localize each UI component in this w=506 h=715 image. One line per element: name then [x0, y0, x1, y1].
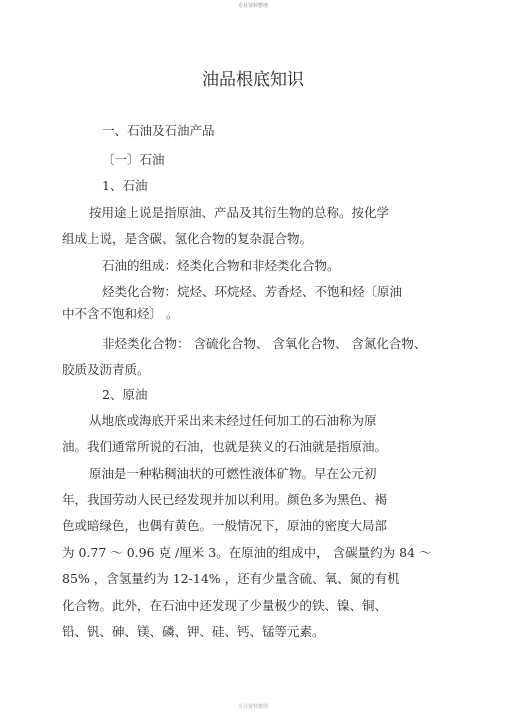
paragraph-line: 原油是一种粘稠油状的可燃性液体矿物。早在公元初	[89, 466, 377, 481]
paragraph-line: 油。我们通常所说的石油，也就是狭义的石油就是指原油。	[62, 439, 388, 454]
paragraph-line: 按用途上说是指原油、产品及其衍生物的总称。按化学	[89, 205, 390, 220]
item-heading: 2、原油	[102, 387, 148, 402]
subsection-heading: 〔一〕石油	[102, 152, 165, 167]
paragraph-line: 胶质及沥青质。	[62, 362, 150, 377]
paragraph-line: 年，我国劳动人民已经发现并加以利用。颜色多为黑色、褐	[62, 492, 388, 507]
paragraph-line: 中不含不饱和烃〕 。	[62, 306, 179, 321]
paragraph-line: 石油的组成：烃类化合物和非烃类化合物。	[102, 258, 340, 273]
paragraph-line: 烃类化合物：烷烃、环烷烃、芳香烃、不饱和烃〔原油	[102, 284, 403, 299]
page-footer: 专业资料整理	[237, 704, 268, 710]
paragraph-line: 铅、钒、砷、镁、磷、钾、硅、钙、锰等元素。	[62, 624, 325, 639]
paragraph-line: 非烃类化合物： 含硫化合物、 含氧化合物、 含氮化合物、	[102, 336, 427, 351]
paragraph-line: 化合物。此外，在石油中还发现了少量极少的铁、镍、铜、	[62, 598, 388, 613]
paragraph-line: 85% ，含氢量约为 12-14% ，还有少量含硫、氧、氮的有机	[62, 571, 400, 586]
page-header: 专业资料整理	[237, 3, 268, 9]
paragraph-line: 组成上说，是含碳、氢化合物的复杂混合物。	[62, 231, 313, 246]
document-title: 油品根底知识	[202, 70, 304, 90]
section-heading: 一、石油及石油产品	[102, 123, 215, 138]
paragraph-line: 色或暗绿色，也偶有黄色。一般情况下，原油的密度大局部	[62, 518, 388, 533]
item-heading: 1、石油	[102, 178, 148, 193]
paragraph-line: 为 0.77 ～ 0.96 克 /厘米 3。在原油的组成中， 含碳量约为 84 ～	[62, 545, 432, 560]
paragraph-line: 从地底或海底开采出来未经过任何加工的石油称为原	[89, 413, 377, 428]
